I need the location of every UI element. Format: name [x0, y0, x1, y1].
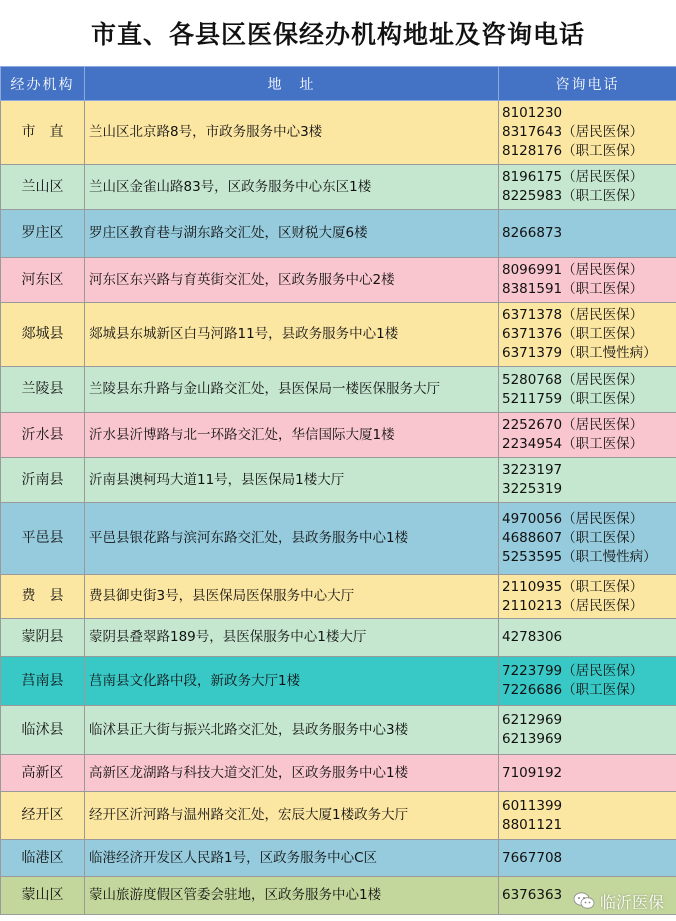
agency-name: 兰陵县 — [1, 367, 85, 413]
agency-address: 兰陵县东升路与金山路交汇处，县医保局一楼医保服务大厅 — [85, 367, 499, 413]
table-row — [1, 706, 676, 755]
agency-phones — [499, 792, 676, 840]
table-row — [1, 367, 676, 413]
agency-phones — [499, 165, 676, 210]
agency-phones — [499, 413, 676, 458]
phone-number: 7109192 — [502, 764, 563, 781]
phone-number: 3225319 — [502, 481, 563, 497]
agency-name: 临港区 — [1, 840, 85, 877]
agency-address: 兰山区金雀山路83号，区政务服务中心东区1楼 — [85, 165, 499, 210]
agency-phones — [499, 210, 676, 258]
agency-name: 费 县 — [1, 575, 85, 619]
agency-address: 沂水县沂博路与北一环路交汇处，华信国际大厦1楼 — [85, 413, 499, 458]
agency-name: 临沭县 — [1, 706, 85, 755]
agency-name: 郯城县 — [1, 303, 85, 367]
agency-address: 临沭县正大街与振兴北路交汇处，县政务服务中心3楼 — [85, 706, 499, 755]
phone-number: 5211759（职工医保） — [502, 390, 644, 407]
agency-name: 莒南县 — [1, 657, 85, 706]
phone-number: 7223799（居民医保） — [502, 663, 644, 679]
agency-address: 费县御史街3号，县医保局医保服务中心大厅 — [85, 575, 499, 619]
table-row — [1, 792, 676, 840]
agency-address: 高新区龙湖路与科技大道交汇处，区政务服务中心1楼 — [85, 755, 499, 792]
phone-number: 2234954（职工医保） — [502, 436, 644, 452]
agency-address: 蒙山旅游度假区管委会驻地，区政务服务中心1楼 — [85, 877, 499, 915]
agency-phones — [499, 657, 676, 706]
agency-phones — [499, 303, 676, 367]
phone-number: 6212969 — [502, 712, 563, 728]
table-row — [1, 413, 676, 458]
agency-phones — [499, 458, 676, 503]
phone-number: 7667708 — [502, 849, 563, 866]
phone-number: 6371379（职工慢性病） — [502, 345, 657, 361]
agency-name: 高新区 — [1, 755, 85, 792]
header-address: 地 址 — [85, 67, 499, 101]
phone-number: 6213969 — [502, 731, 563, 747]
table-row — [1, 210, 676, 258]
agency-name: 蒙阴县 — [1, 619, 85, 657]
agency-phones — [499, 619, 676, 657]
agency-name: 河东区 — [1, 258, 85, 303]
phone-number: 8801121 — [502, 816, 563, 833]
phone-number: 5253595（职工慢性病） — [502, 549, 657, 565]
phone-number: 2110213（居民医保） — [502, 597, 644, 614]
agency-name: 兰山区 — [1, 165, 85, 210]
agency-address: 平邑县银花路与滨河东路交汇处，县政务服务中心1楼 — [85, 503, 499, 575]
agency-phones — [499, 503, 676, 575]
phone-number: 8266873 — [502, 225, 563, 241]
agency-name: 沂南县 — [1, 458, 85, 503]
agency-name: 蒙山区 — [1, 877, 85, 915]
phone-number: 8317643（居民医保） — [502, 124, 644, 140]
agency-phones — [499, 258, 676, 303]
phone-number: 8381591（职工医保） — [502, 281, 644, 297]
phone-number: 6376363 — [502, 887, 563, 903]
phone-number: 4970056（居民医保） — [502, 511, 644, 527]
agency-name: 市 直 — [1, 101, 85, 165]
agency-address: 经开区沂河路与温州路交汇处，宏辰大厦1楼政务大厅 — [85, 792, 499, 840]
page-title: 市直、各县区医保经办机构地址及咨询电话 — [90, 20, 585, 49]
phone-number: 8225983（职工医保） — [502, 188, 644, 204]
agency-phones — [499, 101, 676, 165]
phone-number: 5280768（居民医保） — [502, 371, 644, 388]
agency-address: 沂南县澳柯玛大道11号，县医保局1楼大厅 — [85, 458, 499, 503]
header-phone: 咨询电话 — [499, 67, 676, 101]
phone-number: 2252670（居民医保） — [502, 417, 644, 433]
agency-address: 郯城县东城新区白马河路11号，县政务服务中心1楼 — [85, 303, 499, 367]
wechat-icon — [573, 891, 595, 911]
agency-address: 莒南县文化路中段，新政务大厅1楼 — [85, 657, 499, 706]
phone-number: 8096991（居民医保） — [502, 262, 644, 278]
table-row — [1, 458, 676, 503]
phone-number: 8196175（居民医保） — [502, 169, 644, 185]
agency-phones — [499, 840, 676, 877]
table-row — [1, 657, 676, 706]
phone-number: 6371378（居民医保） — [502, 307, 644, 323]
agency-address: 兰山区北京路8号，市政务服务中心3楼 — [85, 101, 499, 165]
table-row — [1, 165, 676, 210]
agency-name: 平邑县 — [1, 503, 85, 575]
agency-phones — [499, 706, 676, 755]
agency-address: 蒙阴县叠翠路189号，县医保服务中心1楼大厅 — [85, 619, 499, 657]
agency-address: 临港经济开发区人民路1号，区政务服务中心C区 — [85, 840, 499, 877]
table-row — [1, 755, 676, 792]
phone-number: 6371376（职工医保） — [502, 326, 644, 342]
table-row — [1, 619, 676, 657]
agency-address: 河东区东兴路与育英街交汇处，区政务服务中心2楼 — [85, 258, 499, 303]
phone-number: 2110935（职工医保） — [502, 578, 644, 595]
phone-number: 6011399 — [502, 797, 563, 814]
table-body — [1, 101, 676, 915]
table-row — [1, 101, 676, 165]
agency-phones — [499, 367, 676, 413]
table-row — [1, 575, 676, 619]
agency-table — [0, 66, 676, 915]
agency-phones — [499, 755, 676, 792]
table-header-row — [1, 67, 676, 101]
phone-number: 4278306 — [502, 629, 563, 645]
table-row — [1, 503, 676, 575]
phone-number: 3223197 — [502, 462, 563, 478]
agency-address: 罗庄区教育巷与湖东路交汇处，区财税大厦6楼 — [85, 210, 499, 258]
phone-number: 8128176（职工医保） — [502, 143, 644, 159]
watermark-text: 临沂医保 — [599, 892, 664, 912]
header-agency: 经办机构 — [1, 67, 85, 101]
agency-name: 罗庄区 — [1, 210, 85, 258]
agency-name: 沂水县 — [1, 413, 85, 458]
phone-number: 7226686（职工医保） — [502, 682, 644, 698]
phone-number: 4688607（职工医保） — [502, 530, 644, 546]
phone-number: 8101230 — [502, 105, 563, 121]
agency-name: 经开区 — [1, 792, 85, 840]
table-row — [1, 258, 676, 303]
watermark — [573, 889, 664, 913]
agency-phones — [499, 575, 676, 619]
table-row — [1, 303, 676, 367]
table-row — [1, 840, 676, 877]
